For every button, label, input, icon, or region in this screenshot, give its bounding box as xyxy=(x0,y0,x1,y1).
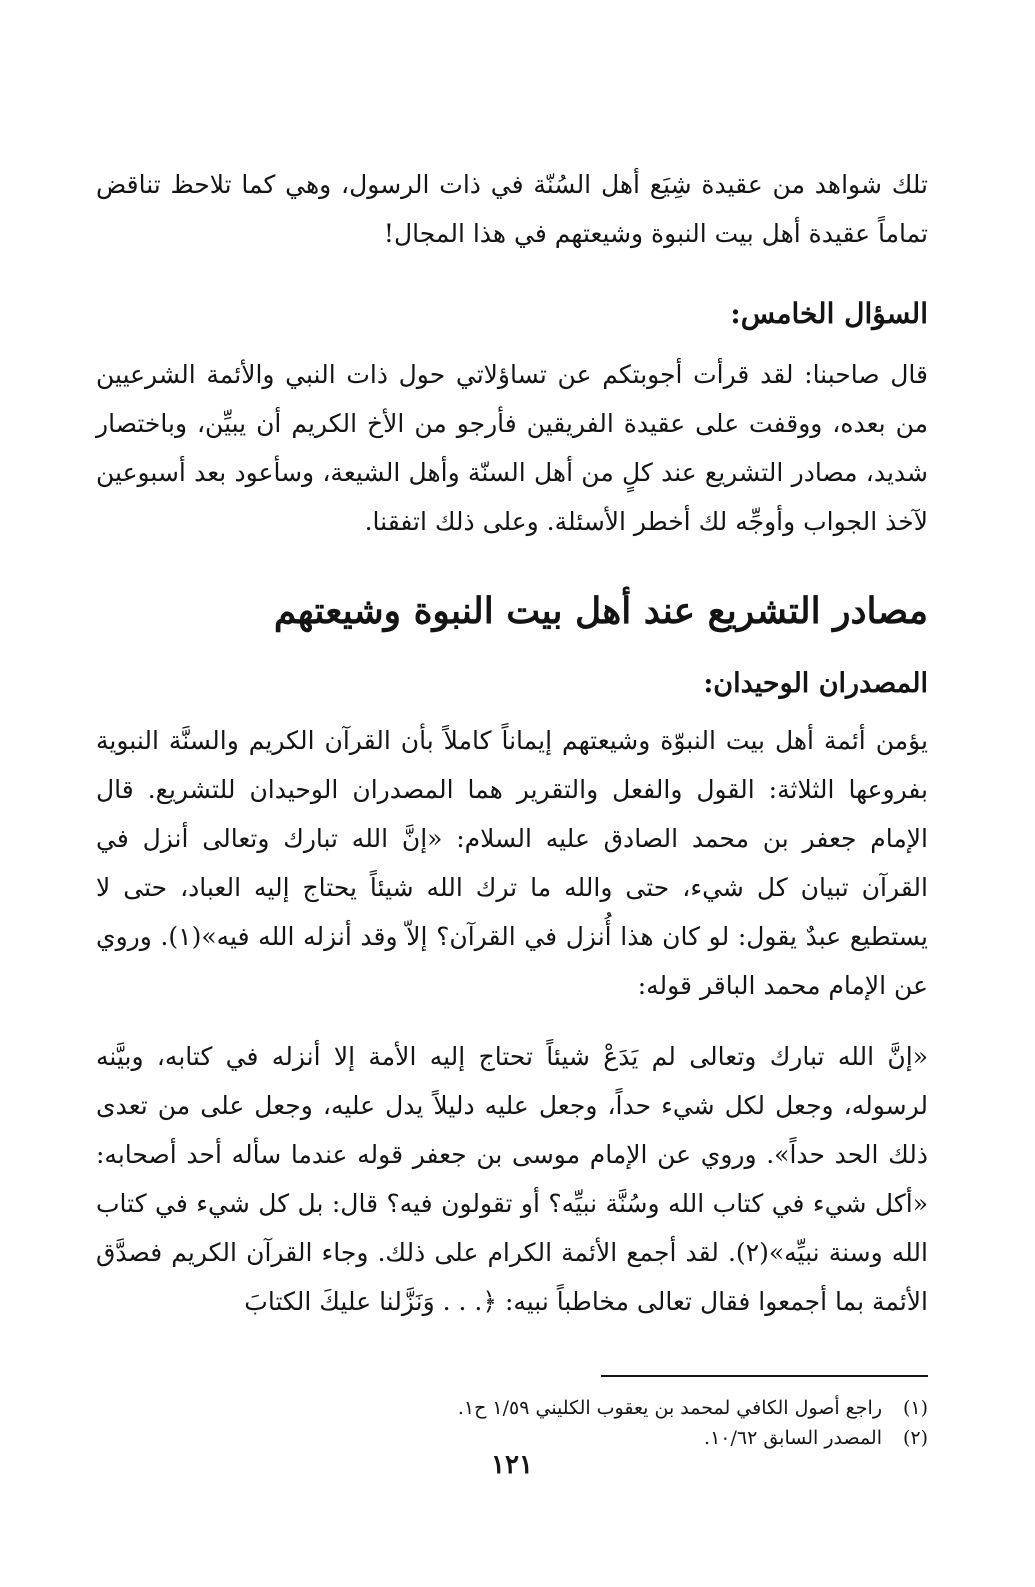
footnote-1 xyxy=(296,1394,928,1422)
footnote-2-text: المصدر السابق ١٠/٦٢. xyxy=(704,1427,882,1449)
footnote-1-text: راجع أصول الكافي لمحمد بن يعقوب الكليني ١/٥٩ ح١. xyxy=(457,1397,882,1419)
question-heading: السؤال الخامس: xyxy=(730,297,928,330)
book-page xyxy=(96,0,928,1587)
body-paragraph-1: يؤمن أئمة أهل بيت النبوّة وشيعتهم إيماناً كاملاً بأن القرآن الكريم والسنَّة النبوية بفروعها الثلاثة: القول والفعل والتقرير هما المصدران الوحيدان للتشريع. قال الإمام جعفر بن محمد الصادق عليه السلام: «إنَّ الله تبارك وتعالى أنزل في القرآن تبيان كل شيء، حتى والله ما ترك الله شيئاً يحتاج إليه العباد، حتى لا يستطيع عبدٌ يقول: لو كان هذا أُنزل في القرآن؟ إلاّ وقد أنزله الله فيه»(١). وروي عن الإمام محمد الباقر قوله: xyxy=(96,726,928,1000)
body-paragraph-2: «إنَّ الله تبارك وتعالى لم يَدَعْ شيئاً تحتاج إليه الأمة إلا أنزله في كتابه، وبيَّنه لرسوله، وجعل لكل شيء حداً، وجعل عليه دليلاً يدل عليه، وجعل على من تعدى ذلك الحد حداً». وروي عن الإمام موسى بن جعفر قوله عندما سأله أحد أصحابه: «أكل شيء في كتاب الله وسُنَّة نبيِّه؟ أو تقولون فيه؟ قال: بل كل شيء في كتاب الله وسنة نبيِّه»(٢). لقد أجمع الأئمة الكرام على ذلك. وجاء القرآن الكريم فصدَّق الأئمة بما أجمعوا فقال تعالى مخاطباً نبيه: ﴿. . . وَنَزَّلنا عليكَ الكتابَ xyxy=(96,1042,928,1316)
subsection-heading: المصدران الوحيدان: xyxy=(703,668,928,699)
intro-paragraph: تلك شواهد من عقيدة شِيَع أهل السُنّة في ذات الرسول، وهي كما تلاحظ تناقض تماماً عقيدة أهل بيت النبوة وشيعتهم في هذا المجال! xyxy=(96,170,928,248)
footnote-divider xyxy=(601,1375,928,1377)
footnote-1-marker: (١) xyxy=(902,1397,928,1419)
question-paragraph: قال صاحبنا: لقد قرأت أجوبتكم عن تساؤلاتي حول ذات النبي والأئمة الشرعيين من بعده، ووقفت على عقيدة الفريقين فأرجو من الأخ الكريم أن يبيِّن، وباختصار شديد، مصادر التشريع عند كلٍ من أهل السنّة وأهل الشيعة، وسأعود بعد أسبوعين لآخذ الجواب وأوجِّه لك أخطر الأسئلة. وعلى ذلك اتفقنا. xyxy=(96,360,928,536)
page-number: ١٢١ xyxy=(491,1450,533,1480)
footnote-2-marker: (٢) xyxy=(902,1427,928,1449)
footnote-2 xyxy=(296,1424,928,1452)
section-title: مصادر التشريع عند أهل بيت النبوة وشيعتهم xyxy=(273,590,928,632)
